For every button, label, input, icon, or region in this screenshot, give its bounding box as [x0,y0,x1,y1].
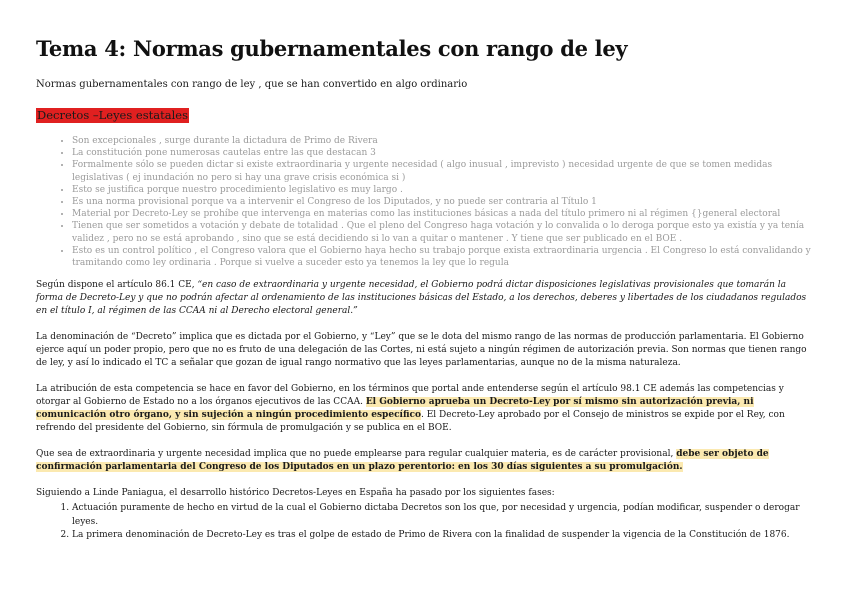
paragraph-decreto-denominacion: La denominación de “Decreto” implica que es dictada por el Gobierno, y “Ley” que se le dota del mismo rango de las normas de producción parlamentaria. El Gobierno ejerce aquí un poder propio, pero que no es fruto de una delegación de las Cortes, ni está sujeto a ningún régimen de autorización previa. Son normas que tienen rango de ley, y así lo indicado el TC a señalar que gozan de igual rango normativo que las leyes parlamentarias, aunque no de la misma naturaleza. [36,332,807,369]
list-item: • Tienen que ser sometidos a votación y debate de totalidad . Que el pleno del Congreso haga votación y lo convalida o lo deroga porque esto ya existía y ya tenía validez , pero no se está aprobando , sino que se está decidiendo si lo van a quitar o mantener . Y tiene que ser publicado en el BOE . [72,220,812,244]
section-heading: Decretos –Leyes estatales [37,108,188,122]
paragraph-text: . El Decreto-Ley aprobado por el Consejo de ministros se expide por el Rey, con refrendo del presidente del Gobierno, sin fórmula de promulgación y se publica en el BOE. [36,410,785,434]
page-title: Tema 4: Normas gubernamentales con rango de ley [36,36,628,61]
list-item: • Esto se justifica porque nuestro procedimiento legislativo es muy largo . [72,184,812,196]
list-item: • La constitución pone numerosas cautelas entre las que destacan 3 [72,147,812,159]
list-item: • Son excepcionales , surge durante la dictadura de Primo de Rivera [72,135,812,147]
paragraph-article-86 [36,279,812,318]
bullet-list [36,135,812,269]
list-item: 2. La primera denominación de Decreto-Ley es tras el golpe de estado de Primo de Rivera con la finalidad de suspender la vigencia de la Constitución de 1876. [72,529,812,543]
paragraph-text: La atribución de esta competencia se hace en favor del Gobierno, en los términos que portal ande entenderse según el artículo 98.1 CE además las competencias y otorgar al Gobierno de Estado no a los órganos ejecutivos de las CCAA. [36,384,784,408]
list-item: • Es una norma provisional porque va a intervenir el Congreso de los Diputados, y no puede ser contraria al Título 1 [72,196,812,208]
phases-list [36,502,812,543]
list-item: • Material por Decreto-Ley se prohíbe que intervenga en materias como las instituciones básicas a nada del título primero ni al régimen {}general electoral [72,208,812,220]
paragraph-urgencia [36,448,812,474]
highlighted-text: debe ser objeto de confirmación parlamentaria del Congreso de los Diputados en un plazo perentorio: en los 30 días siguientes a su promulgación. [36,449,769,473]
subtitle: Normas gubernamentales con rango de ley , que se han convertido en algo ordinario [36,79,468,90]
paragraph-text: Que sea de extraordinaria y urgente necesidad implica que no puede emplearse para regular cualquier materia, es de carácter provisional, [36,449,677,460]
list-item: • Esto es un control político , el Congreso valora que el Gobierno haya hecho su trabajo porque exista extraordinaria urgencia . El Congreso lo está convalidando y tramitando como ley ordinaria . Porque si vuelve a suceder esto ya tenemos la ley que lo regula [72,245,812,269]
paragraph-atribucion [36,383,812,435]
list-item: 1. Actuación puramente de hecho en virtud de la cual el Gobierno dictaba Decretos son los que, por necesidad y urgencia, podían modificar, suspender o derogar leyes. [72,502,812,529]
paragraph-text: Según dispone el artículo 86.1 CE, [36,280,198,291]
article-quote: “en caso de extraordinaria y urgente necesidad, el Gobierno podrá dictar disposiciones legislativas provisionales que tomarán la forma de Decreto-Ley y que no podrán afectar al ordenamiento de las instituciones básicas del Estado, a los derechos, deberes y libertades de los ciudadanos regulados en el título I, al régimen de las CCAA ni al Derecho electoral general.” [36,280,807,317]
list-item: • Formalmente sólo se pueden dictar si existe extraordinaria y urgente necesidad ( algo inusual , imprevisto ) necesidad urgente de que se tomen medidas legislativas ( ej inundación no pero si hay una grave crisis económica si ) [72,159,812,183]
paragraph-linde-paniagua: Siguiendo a Linde Paniagua, el desarrollo histórico Decretos-Leyes en España ha pasado por los siguientes fases: [36,488,555,499]
highlighted-text: El Gobierno aprueba un Decreto-Ley por sí mismo sin autorización previa, ni comunicación otro órgano, y sin sujeción a ningún procedimiento específico [36,397,754,421]
